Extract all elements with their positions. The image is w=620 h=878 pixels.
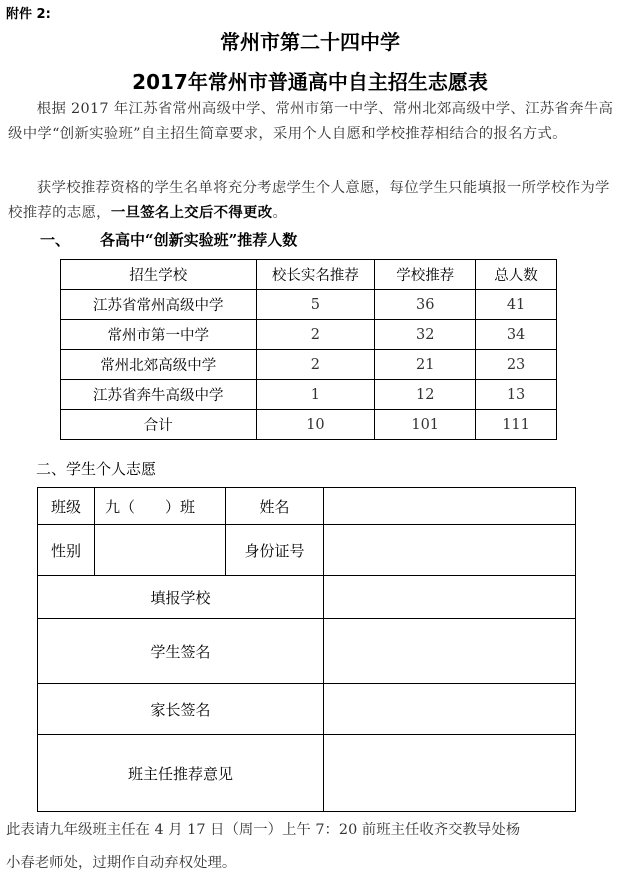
table-cell: 2 [256, 350, 375, 380]
table-cell: 101 [375, 410, 476, 440]
table-cell: 合计 [61, 410, 257, 440]
section1-number: 一、 [40, 231, 71, 249]
table-row-total [61, 410, 557, 440]
notice-paragraph [8, 176, 614, 226]
table-cell: 12 [375, 380, 476, 410]
name-field[interactable] [324, 488, 576, 525]
form-title: 2017年常州市普通高中自主招生志愿表 [132, 70, 488, 94]
table-cell: 常州市第一中学 [61, 320, 257, 350]
table-row [61, 320, 557, 350]
form-row-parent-sign [38, 684, 576, 735]
id-field[interactable] [324, 525, 576, 576]
class-label: 班级 [38, 488, 95, 525]
notice-text: 获学校推荐资格的学生名单将充分考虑学生个人意愿，每位学生只能填报一所学校作为学校推荐的志愿， [8, 180, 610, 221]
form-row-school [38, 576, 576, 619]
form-row-class [38, 488, 576, 525]
notice-end: 。 [272, 205, 288, 221]
table-cell: 41 [476, 290, 557, 320]
application-form-table [37, 487, 576, 812]
parent-sign-field[interactable] [324, 684, 576, 735]
table-cell: 10 [256, 410, 375, 440]
school-label: 填报学校 [38, 576, 324, 619]
header-school-rec: 学校推荐 [375, 260, 476, 290]
table-cell: 1 [256, 380, 375, 410]
parent-sign-label: 家长签名 [38, 684, 324, 735]
header-principal: 校长实名推荐 [256, 260, 375, 290]
footer-line1: 此表请九年级班主任在 4 月 17 日（周一）上午 7：20 前班主任收齐交教导处杨 [6, 822, 521, 838]
quota-table-header-row [61, 260, 557, 290]
table-cell: 21 [375, 350, 476, 380]
table-cell: 23 [476, 350, 557, 380]
section2-heading: 二、学生个人志愿 [36, 460, 157, 478]
header-total: 总人数 [476, 260, 557, 290]
form-row-gender [38, 525, 576, 576]
gender-label: 性别 [38, 525, 95, 576]
name-label: 姓名 [226, 488, 324, 525]
teacher-opinion-field[interactable] [324, 735, 576, 812]
school-title: 常州市第二十四中学 [220, 30, 400, 54]
table-cell: 32 [375, 320, 476, 350]
table-cell: 111 [476, 410, 557, 440]
student-sign-label: 学生签名 [38, 619, 324, 684]
table-cell: 36 [375, 290, 476, 320]
quota-table [60, 259, 557, 440]
table-cell: 2 [256, 320, 375, 350]
teacher-opinion-label: 班主任推荐意见 [38, 735, 324, 812]
student-sign-field[interactable] [324, 619, 576, 684]
table-cell: 13 [476, 380, 557, 410]
table-cell: 34 [476, 320, 557, 350]
table-cell: 5 [256, 290, 375, 320]
id-label: 身份证号 [226, 525, 324, 576]
table-row [61, 380, 557, 410]
table-cell: 江苏省常州高级中学 [61, 290, 257, 320]
header-school: 招生学校 [61, 260, 257, 290]
attachment-label: 附件 2: [6, 7, 51, 22]
form-row-student-sign [38, 619, 576, 684]
table-row [61, 350, 557, 380]
notice-bold-text: 一旦签名上交后不得更改 [110, 205, 273, 221]
intro-paragraph: 根据 2017 年江苏省常州高级中学、常州市第一中学、常州北郊高级中学、江苏省奔牛高级中学“创新实验班”自主招生简章要求，采用个人自愿和学校推荐相结合的报名方式。 [8, 101, 614, 142]
table-cell: 江苏省奔牛高级中学 [61, 380, 257, 410]
table-cell: 常州北郊高级中学 [61, 350, 257, 380]
section1-heading [40, 229, 297, 250]
form-row-teacher-opinion [38, 735, 576, 812]
class-field[interactable]: 九（ ）班 [95, 488, 226, 525]
school-field[interactable] [324, 576, 576, 619]
gender-field[interactable] [95, 525, 226, 576]
section1-title: 各高中“创新实验班”推荐人数 [100, 231, 298, 249]
footer-line2: 小春老师处，过期作自动弃权处理。 [6, 855, 237, 871]
table-row [61, 290, 557, 320]
